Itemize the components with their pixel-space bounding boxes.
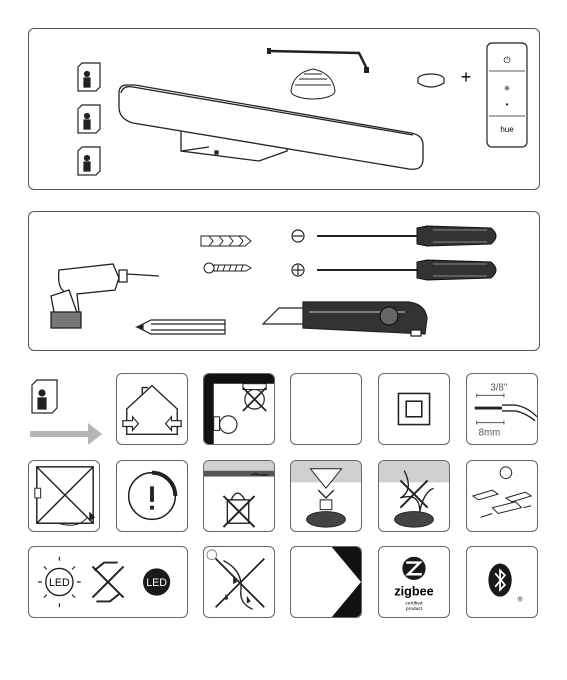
- required-tools-panel: [28, 211, 540, 351]
- light-bar-fixture: [119, 85, 423, 169]
- coin-battery-icon: [418, 74, 444, 87]
- no-water-icon: [204, 547, 274, 617]
- package-contents-panel: [28, 28, 540, 190]
- flat-screwdriver-icon: [292, 226, 496, 246]
- wall-mount-only-icon: [204, 374, 274, 444]
- zigbee-logo-icon: [379, 547, 449, 617]
- wire-strip-icon: [467, 374, 537, 444]
- ceiling-mount-caution-icon: [291, 461, 361, 531]
- required-tools-illustration: [29, 212, 539, 350]
- power-icon: ⏻: [503, 55, 511, 65]
- allen-key-icon: [269, 51, 367, 69]
- bluetooth-tile: [466, 546, 538, 618]
- caution-icon: [117, 461, 187, 531]
- led-label: LED: [48, 576, 70, 589]
- tangled-wires-icon: [379, 461, 449, 531]
- switch-off-power-tile: [203, 460, 275, 532]
- double-square-icon: [379, 374, 449, 444]
- manual-icon: [78, 105, 100, 133]
- wall-mount-only-tile: [203, 373, 275, 445]
- zigbee-certified-line2: product: [405, 607, 423, 613]
- wire-strip-top-label: 3/8": [490, 382, 508, 394]
- drill-icon: [51, 264, 159, 328]
- led-non-replaceable-tile: [28, 546, 188, 618]
- plus-sign: +: [460, 67, 472, 87]
- indoor-use-tile: [116, 373, 188, 445]
- zigbee-name: zigbee: [394, 584, 434, 599]
- class-ii-insulation-tile: [378, 373, 450, 445]
- manual-icon: [78, 63, 100, 91]
- no-overtighten-tile: [290, 460, 362, 532]
- no-wires-bundling-tile: [378, 460, 450, 532]
- brightness-up-icon: ✳: [503, 84, 511, 93]
- wire-strip-length-tile: [466, 373, 538, 445]
- package-contents-illustration: [29, 29, 539, 189]
- utility-knife-icon: [263, 302, 427, 336]
- no-cover-icon: [29, 461, 99, 531]
- no-live-wiring-icon: [204, 461, 274, 531]
- blank-tile: [290, 373, 362, 445]
- hue-brand-label: hue: [500, 125, 514, 134]
- wall-plug-icon: [201, 236, 251, 246]
- led-bulb-icon: [38, 557, 81, 608]
- hue-dimmer-remote: [487, 43, 527, 147]
- brightness-down-icon: •: [505, 100, 509, 109]
- led-icon-group: [29, 547, 187, 617]
- bluetooth-icon: [467, 547, 537, 617]
- no-replace-icon: [92, 563, 123, 602]
- manual-icon: [78, 147, 100, 175]
- registered-mark: ®: [517, 596, 523, 604]
- pencil-icon: [137, 320, 225, 334]
- house-indoor-icon: [117, 374, 187, 444]
- phillips-screwdriver-icon: [292, 260, 496, 280]
- do-not-cover-tile: [28, 460, 100, 532]
- zigbee-certified-tile: [378, 546, 450, 618]
- led-label-dark: LED: [146, 576, 168, 589]
- no-wet-hands-tile: [203, 546, 275, 618]
- connector-icon: [467, 461, 537, 531]
- black-corner-icon: [291, 547, 361, 617]
- connector-assembly-tile: [466, 460, 538, 532]
- zigbee-certified-line1: certified: [405, 601, 423, 607]
- read-manual-arrow-icon: [28, 375, 104, 447]
- screw-icon: [204, 263, 251, 273]
- caution-tile: [116, 460, 188, 532]
- wire-strip-bottom-label: 8mm: [478, 427, 501, 439]
- mounting-dome: [291, 69, 335, 99]
- energy-class-tile: [290, 546, 362, 618]
